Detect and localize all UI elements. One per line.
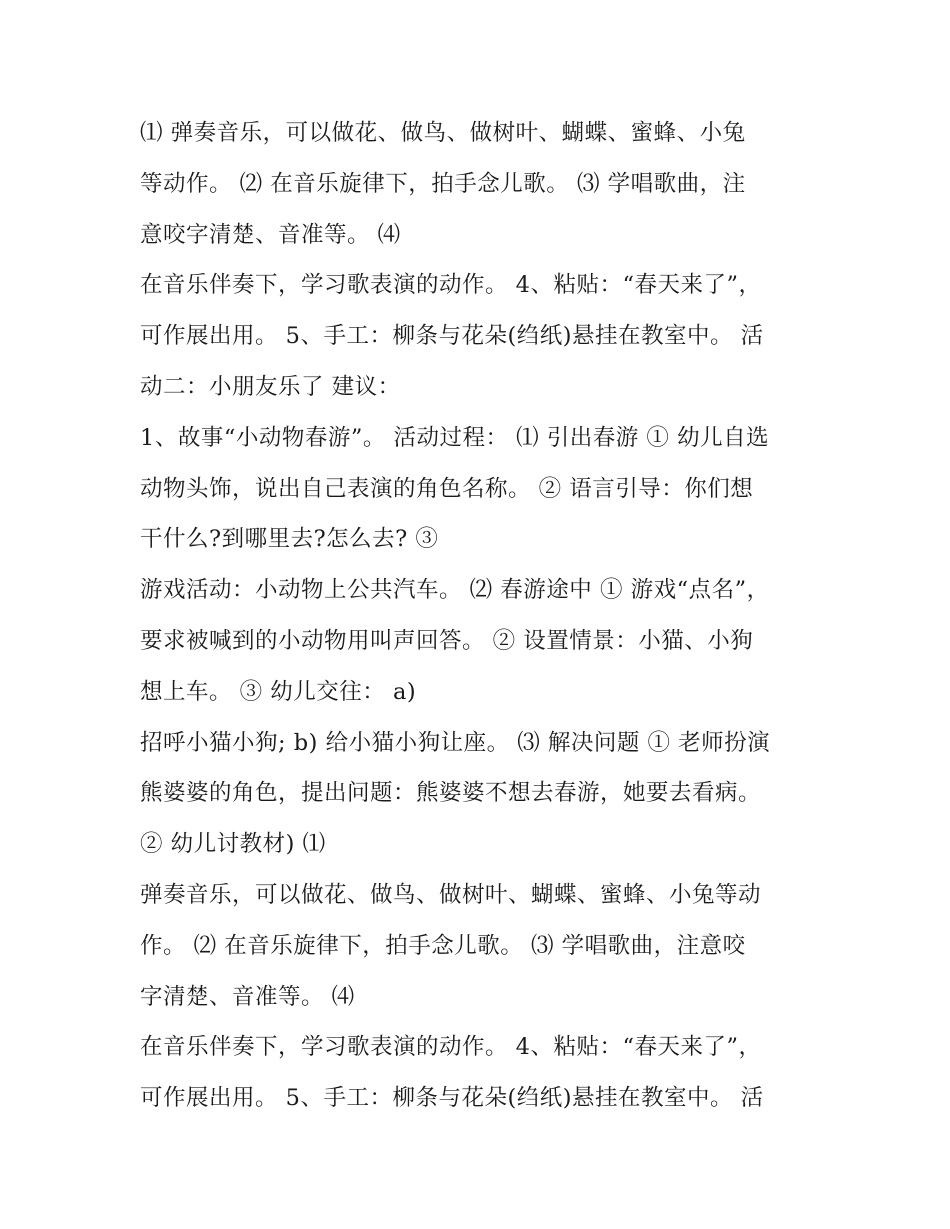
text-line: 作。 ⑵ 在音乐旋律下，拍手念儿歌。 ⑶ 学唱歌曲，注意咬 xyxy=(140,932,746,959)
text-line: 可作展出用。 5、手工：柳条与花朵(绉纸)悬挂在教室中。 活 xyxy=(140,323,764,350)
text-line: 在音乐伴奏下，学习歌表演的动作。 4、粘贴：“春天来了”， xyxy=(140,1034,762,1061)
text-line: 熊婆婆的角色，提出问题：熊婆婆不想去春游，她要去看病。 xyxy=(140,780,762,807)
text-line: 字清楚、音准等。 ⑷ xyxy=(140,983,355,1010)
text-line: ② 幼儿讨教材) ⑴ xyxy=(140,831,326,858)
text-line: 招呼小猫小狗; b) 给小猫小狗让座。 ⑶ 解决问题 ① 老师扮演 xyxy=(140,729,771,756)
text-line: 1、故事“小动物春游”。 活动过程： ⑴ 引出春游 ① 幼儿自选 xyxy=(140,424,770,451)
text-line: 要求被喊到的小动物用叫声回答。 ② 设置情景：小猫、小狗 xyxy=(140,627,754,654)
text-line: 动二：小朋友乐了 建议： xyxy=(140,373,401,400)
text-line: 干什么?到哪里去?怎么去? ③ xyxy=(140,526,439,553)
text-line: 游戏活动：小动物上公共汽车。 ⑵ 春游途中 ① 游戏“点名”， xyxy=(140,577,770,604)
text-line: 在音乐伴奏下，学习歌表演的动作。 4、粘贴：“春天来了”， xyxy=(140,272,762,299)
text-line: 意咬字清楚、音准等。 ⑷ xyxy=(140,221,401,248)
text-line: 动物头饰，说出自己表演的角色名称。 ② 语言引导：你们想 xyxy=(140,475,754,502)
document-body xyxy=(140,108,830,1124)
text-line: 弹奏音乐，可以做花、做鸟、做树叶、蝴蝶、蜜蜂、小兔等动 xyxy=(140,881,762,908)
text-line: ⑴ 弹奏音乐，可以做花、做鸟、做树叶、蝴蝶、蜜蜂、小兔 xyxy=(140,120,746,146)
text-line: 可作展出用。 5、手工：柳条与花朵(绉纸)悬挂在教室中。 活 xyxy=(140,1085,764,1112)
text-line: 等动作。 ⑵ 在音乐旋律下，拍手念儿歌。 ⑶ 学唱歌曲，注 xyxy=(140,170,746,197)
text-line: 想上车。 ③ 幼儿交往： a) xyxy=(140,678,417,705)
